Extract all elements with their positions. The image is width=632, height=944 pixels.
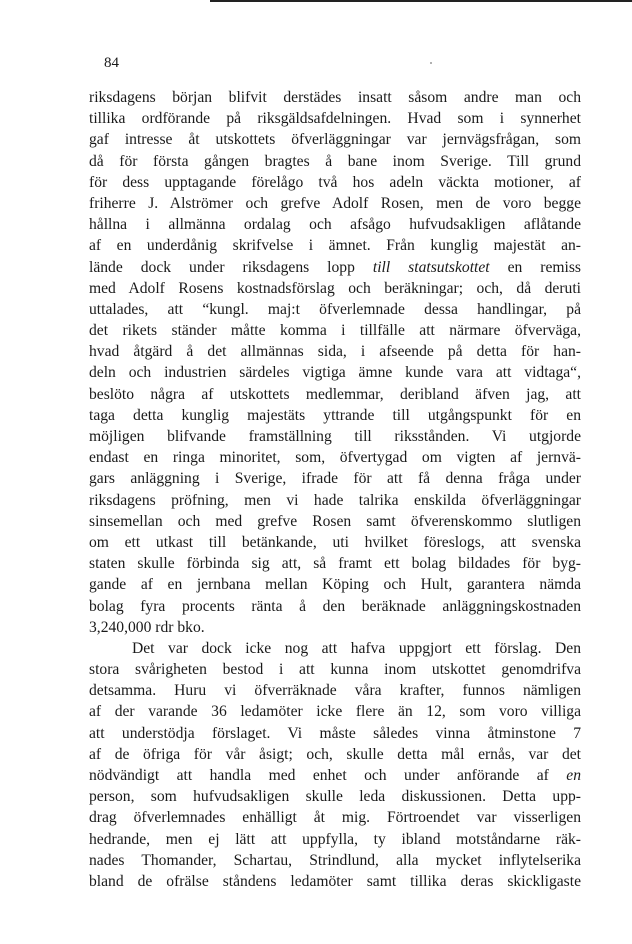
text-line: med Adolf Rosens kostnadsförslag och beräkningar; och, då deruti (89, 279, 581, 297)
text-line: nades Thomander, Schartau, Strindlund, alla mycket inflytelserika (89, 851, 581, 869)
text-line: person, som hufvudsakligen skulle leda diskussionen. Detta upp- (89, 788, 581, 806)
text-line: friherre J. Alströmer och grefve Adolf Rosen, men de voro begge (89, 194, 581, 212)
text-line: detsamma. Huru vi öfverräknade våra krafter, funnos nämligen (89, 682, 581, 700)
text-line: hvad åtgärd å det allmännas sida, i afseende på detta för han- (89, 343, 581, 361)
body-text (89, 87, 581, 892)
scan-edge (210, 0, 632, 2)
text-line: det rikets ständer måtte komma i tillfälle att närmare öfverväga, (89, 322, 581, 340)
text-line: om ett utkast till betänkande, uti hvilket föreslogs, att svenska (89, 533, 581, 551)
text-line: drag öfverlemnades enhälligt åt mig. Förtroendet var visserligen (89, 809, 581, 827)
text-line: att understödja förslaget. Vi måste således vinna åtminstone 7 (89, 724, 581, 742)
text-line: deln och industrien särdeles vigtiga ämne kunde vara att vidtaga“, (89, 364, 581, 382)
text-line: Det var dock icke nog att hafva uppgjort ett förslag. Den (132, 639, 581, 657)
text-run: nödvändigt att handla med enhet och under anförande af (89, 767, 567, 784)
text-line: staten skulle förbinda sig att, så framt ett bolag bildades för byg- (89, 555, 581, 573)
text-line: hedrande, men ej lätt att uppfylla, ty ibland motståndarne räk- (89, 830, 581, 848)
text-line: sinsemellan och med grefve Rosen samt öfverenskommo slutligen (89, 512, 581, 530)
italic-emphasis: till statsutskottet (372, 258, 490, 276)
italic-emphasis: en (566, 767, 581, 784)
text-line (89, 765, 581, 786)
text-line: gaf intresse åt utskottets öfverläggningar var jernvägsfrågan, som (89, 131, 581, 149)
page-number: 84 (104, 55, 119, 71)
text-run: lände dock under riksdagens lopp (89, 258, 373, 276)
text-line: af der varande 36 ledamöter icke flere än 12, som voro villiga (89, 703, 581, 721)
text-line: för dess upptagande förelågo två hos adeln väckta motioner, af (89, 173, 581, 191)
text-line: bolag fyra procents ränta å den beräknade anläggningskostnaden (89, 597, 581, 615)
text-line: riksdagens början blifvit derstädes insatt såsom andre man och (89, 89, 581, 106)
text-line: bland de ofrälse ståndens ledamöter samt tillika deras skickligaste (89, 872, 581, 890)
text-line: tillika ordförande på riksgäldsafdelningen. Hvad som i synnerhet (89, 110, 581, 128)
text-line: möjligen blifvande framställning till riksstånden. Vi utgjorde (89, 428, 581, 445)
text-line: uttalades, att “kungl. maj:t öfverlemnade dessa handlingar, på (89, 300, 581, 318)
text-line: af en underdånig skrifvelse i ämnet. Från kunglig majestät an- (89, 237, 581, 255)
text-line: 3,240,000 rdr bko. (89, 618, 205, 636)
text-line: då för första gången bragtes å bane inom Sverige. Till grund (89, 152, 581, 170)
text-line (89, 257, 581, 278)
text-line: beslöto några af utskottets medlemmar, deribland äfven jag, att (89, 385, 581, 403)
text-line: endast en ringa minoritet, som, öfvertygad om vigten af jernvä- (89, 449, 581, 467)
text-line: gande af en jernbana mellan Köping och Hult, garantera nämda (89, 576, 581, 594)
text-line: taga detta kunglig majestäts yttrande till utgångspunkt för en (89, 406, 581, 424)
text-line: af de öfriga för vår åsigt; och, skulle detta mål ernås, var det (89, 745, 581, 763)
text-line: stora svårigheten bestod i att kunna inom utskottet genomdrifva (89, 661, 581, 679)
text-line: hållna i allmänna ordalag och afsågo hufvudsakligen aflåtande (89, 216, 581, 234)
scan-speck (430, 62, 432, 64)
text-line: riksdagens pröfning, men vi hade talrika enskilda öfverläggningar (89, 491, 581, 509)
text-line: gars anläggning i Sverige, ifrade för att få denna fråga under (89, 470, 581, 488)
text-run: en remiss (489, 258, 581, 276)
